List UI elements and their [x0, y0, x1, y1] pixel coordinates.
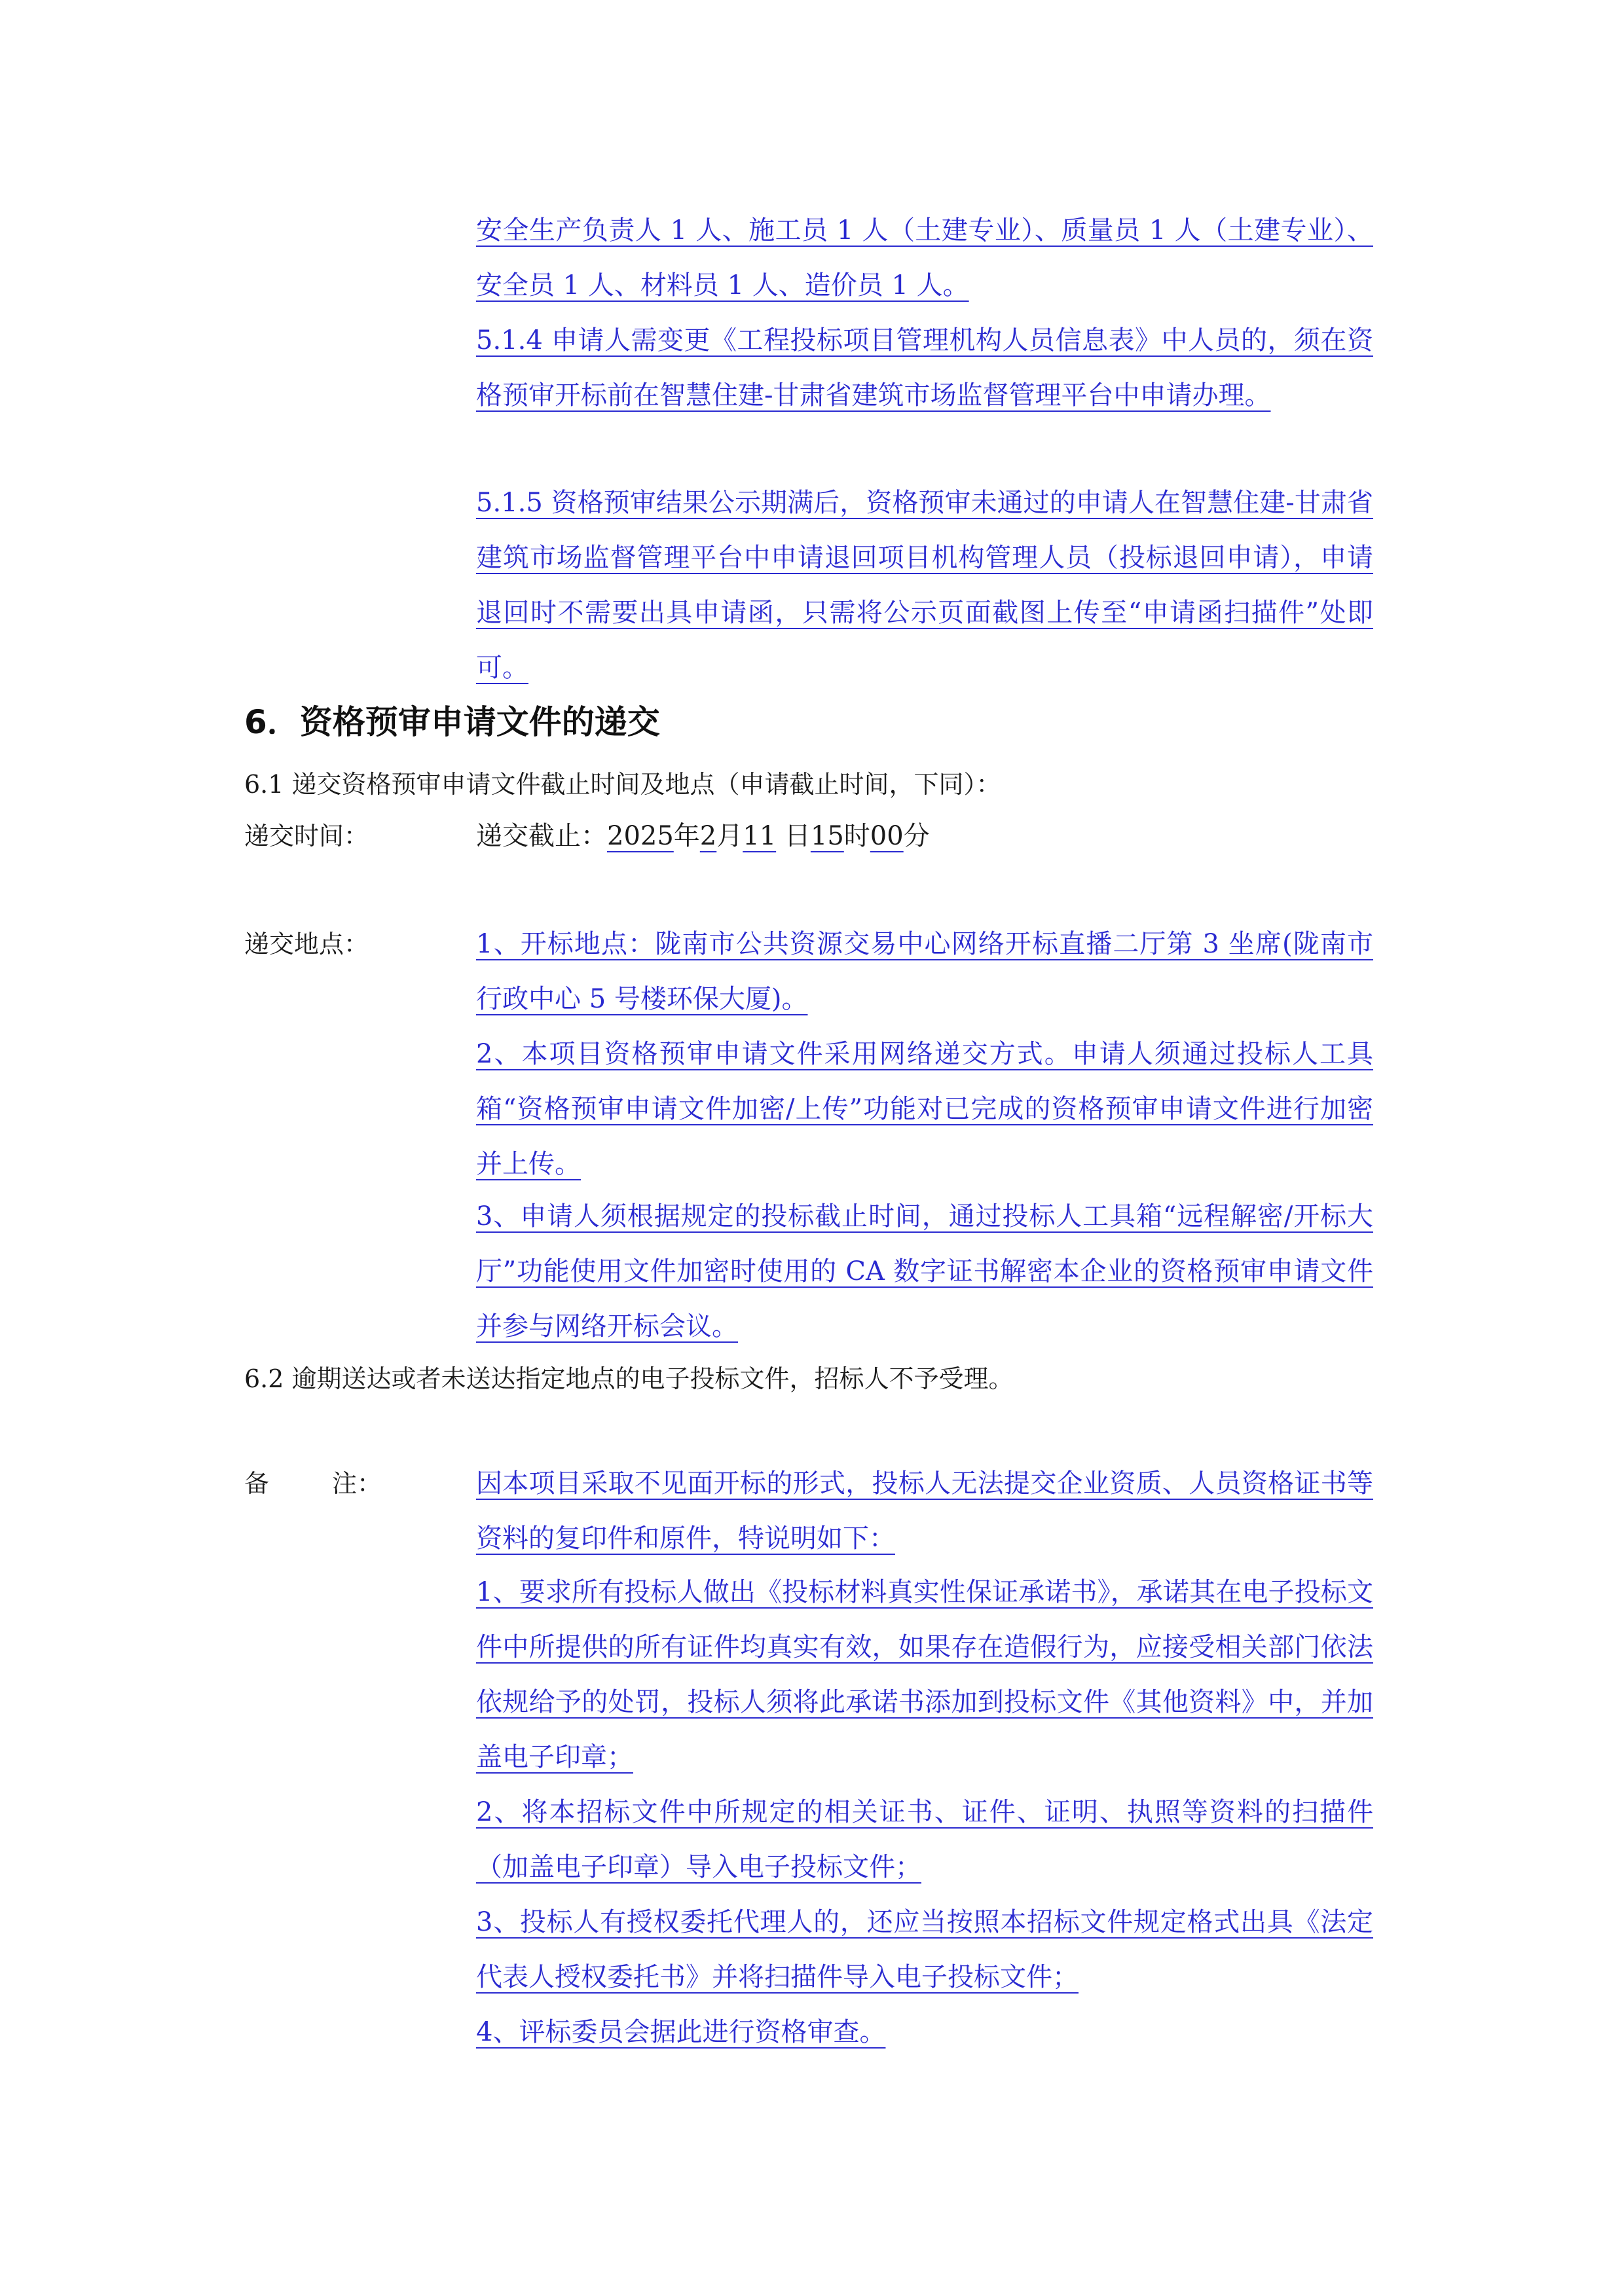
submit-place-item-1 — [476, 917, 1373, 1027]
staff-requirement-paragraph — [476, 203, 1373, 313]
submit-minute-unit: 分 — [903, 821, 930, 851]
notes-item-1-text: 1、要求所有投标人做出《投标材料真实性保证承诺书》，承诺其在电子投标文件中所提供的所有证件均真实有效，如果存在造假行为，应接受相关部门依法依规给予的处罚，投标人须将此承诺书添加到投标文件《其他资料》中，并加盖电子印章； — [476, 1577, 1373, 1772]
clause-5-1-5 — [476, 475, 1373, 695]
submit-place-item-3 — [476, 1189, 1373, 1354]
notes-item-1 — [476, 1565, 1373, 1785]
submit-hour-unit: 时 — [843, 821, 870, 851]
submit-hour: 15 — [810, 821, 844, 851]
notes-item-4-text: 4、评标委员会据此进行资格审查。 — [476, 2017, 886, 2047]
notes-label — [244, 1464, 382, 1503]
submit-month-unit: 月 — [716, 821, 743, 851]
clause-6-2: 6.2 逾期送达或者未送达指定地点的电子投标文件，招标人不予受理。 — [244, 1364, 1014, 1393]
clause-6-1: 6.1 递交资格预审申请文件截止时间及地点（申请截止时间，下同）： — [244, 770, 1001, 799]
notes-item-3-text: 3、投标人有授权委托代理人的，还应当按照本招标文件规定格式出具《法定代表人授权委托书》并将扫描件导入电子投标文件； — [476, 1907, 1373, 1992]
notes-item-4 — [476, 2005, 1373, 2060]
submit-place-item-1-text: 1、开标地点：陇南市公共资源交易中心网络开标直播二厅第 3 坐席(陇南市行政中心 5 号楼环保大厦)。 — [476, 929, 1373, 1014]
notes-item-3 — [476, 1895, 1373, 2005]
submit-year: 2025 — [607, 821, 674, 851]
staff-requirement-text: 安全生产负责人 1 人、施工员 1 人（土建专业）、质量员 1 人（土建专业）、安全员 1 人、材料员 1 人、造价员 1 人。 — [476, 215, 1373, 301]
notes-label-right: 注： — [331, 1469, 382, 1498]
submit-place-item-3-text: 3、申请人须根据规定的投标截止时间，通过投标人工具箱“远程解密/开标大厅”功能使用文件加密时使用的 CA 数字证书解密本企业的资格预审申请文件并参与网络开标会议。 — [476, 1201, 1373, 1341]
clause-5-1-4 — [476, 313, 1373, 423]
notes-intro-text: 因本项目采取不见面开标的形式，投标人无法提交企业资质、人员资格证书等资料的复印件和原件，特说明如下： — [476, 1468, 1373, 1554]
notes-intro — [476, 1456, 1373, 1566]
submit-month: 2 — [699, 821, 717, 851]
clause-5-1-5-text: 5.1.5 资格预审结果公示期满后，资格预审未通过的申请人在智慧住建-甘肃省建筑市场监督管理平台中申请退回项目机构管理人员（投标退回申请），申请退回时不需要出具申请函，只需将公示页面截图上传至“申请函扫描件”处即可。 — [476, 488, 1373, 683]
submit-time-label: 递交时间： — [244, 822, 369, 850]
notes-item-2-text: 2、将本招标文件中所规定的相关证书、证件、证明、执照等资料的扫描件（加盖电子印章）导入电子投标文件； — [476, 1797, 1373, 1882]
submit-day: 11 — [743, 821, 777, 851]
submit-time-prefix: 递交截止： — [476, 821, 607, 851]
submit-year-unit: 年 — [673, 821, 700, 851]
submit-place-label: 递交地点： — [244, 930, 369, 958]
notes-label-left: 备 — [244, 1469, 270, 1498]
section-6-heading: 6．资格预审申请文件的递交 — [244, 703, 660, 741]
submit-minute: 00 — [870, 821, 904, 851]
notes-item-2 — [476, 1785, 1373, 1895]
submit-day-unit: 日 — [776, 821, 811, 851]
submit-place-item-2-text: 2、本项目资格预审申请文件采用网络递交方式。申请人须通过投标人工具箱“资格预审申请文件加密/上传”功能对已完成的资格预审申请文件进行加密并上传。 — [476, 1039, 1373, 1179]
submit-time-value — [476, 816, 930, 856]
clause-5-1-4-text: 5.1.4 申请人需变更《工程投标项目管理机构人员信息表》中人员的，须在资格预审开标前在智慧住建-甘肃省建筑市场监督管理平台中申请办理。 — [476, 325, 1373, 410]
submit-place-item-2 — [476, 1027, 1373, 1192]
